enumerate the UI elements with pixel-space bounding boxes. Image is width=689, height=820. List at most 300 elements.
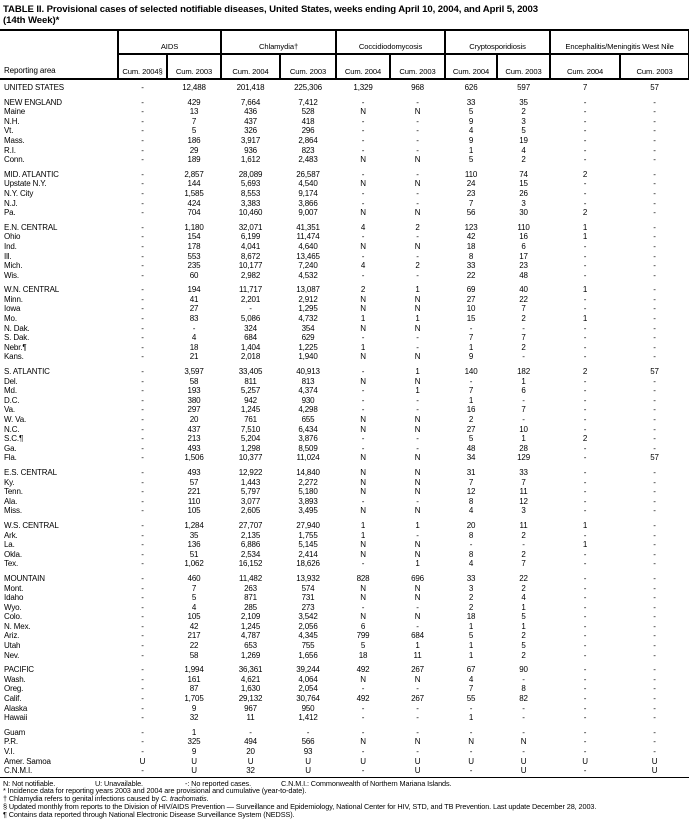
value-cell: -	[653, 251, 656, 261]
value-cell: 684	[244, 333, 257, 343]
value-cell: 3,542	[298, 612, 318, 622]
value-cell: 2,605	[240, 506, 261, 516]
column-subheader: Cum. 2004§	[118, 54, 167, 79]
value-cell: -	[583, 694, 587, 704]
reporting-area-cell: Wash.	[4, 674, 26, 684]
value-cell: -	[416, 727, 419, 737]
value-cell: 35	[519, 97, 528, 107]
reporting-area-cell: Hawaii	[4, 713, 28, 723]
value-cell: -	[522, 415, 525, 424]
value-cell: 28,089	[238, 169, 263, 179]
reporting-area-cell: Va.	[4, 405, 15, 415]
table-row	[0, 497, 689, 507]
value-cell: 1,329	[353, 83, 373, 92]
value-cell: 2	[582, 169, 588, 179]
value-cell: 60	[189, 270, 199, 280]
value-cell: 460	[187, 573, 201, 583]
value-cell: N	[360, 352, 366, 362]
value-cell: -	[141, 727, 144, 737]
value-cell: 4	[191, 602, 197, 612]
value-cell: -	[653, 415, 656, 424]
reporting-area-cell: N.C.	[4, 424, 20, 434]
value-cell: 4,374	[298, 386, 318, 396]
value-cell: 194	[187, 285, 201, 295]
value-cell: -	[416, 188, 419, 198]
value-cell: 1	[521, 434, 526, 444]
value-cell: 7	[521, 405, 526, 415]
reporting-area-cell: E.S. CENTRAL	[4, 467, 57, 477]
value-cell: -	[583, 179, 587, 189]
value-cell: -	[583, 593, 587, 603]
column-subheader: Cum. 2003	[620, 54, 689, 79]
value-cell: 34	[466, 453, 476, 463]
value-cell: 2	[521, 549, 526, 559]
value-cell: 2	[582, 208, 588, 218]
value-cell: -	[522, 674, 525, 684]
value-cell: -	[550, 766, 620, 777]
value-cell: 5	[191, 126, 197, 136]
value-cell: -	[141, 540, 144, 550]
value-cell: -	[653, 376, 656, 386]
table-row	[0, 208, 689, 218]
value-cell: 28	[519, 443, 528, 453]
value-cell: 2,201	[240, 294, 261, 304]
table-row	[0, 747, 689, 757]
value-cell: 285	[244, 602, 257, 612]
value-cell: 2,414	[298, 549, 318, 559]
value-cell: -	[361, 713, 365, 723]
value-cell: -	[653, 487, 656, 497]
value-cell: -	[522, 323, 525, 333]
value-cell: 4	[360, 222, 366, 232]
value-cell: 58	[189, 650, 199, 660]
value-cell: 684	[411, 631, 424, 641]
value-cell: 2,534	[240, 549, 261, 559]
table-row	[0, 415, 689, 425]
reporting-area-cell: La.	[4, 540, 15, 550]
reporting-area-cell: PACIFIC	[4, 665, 34, 675]
value-cell: 22	[519, 294, 528, 304]
value-cell: -	[141, 415, 144, 424]
value-cell: -	[583, 395, 587, 405]
value-cell: 7,510	[240, 424, 261, 434]
value-cell: 9,174	[298, 188, 318, 198]
value-cell: -	[469, 540, 473, 550]
value-cell: 6	[521, 386, 526, 396]
value-cell: -	[416, 405, 419, 415]
value-cell: -	[141, 188, 144, 198]
value-cell: 1,630	[240, 684, 261, 694]
column-group-chlamydia: Chlamydia†	[221, 30, 336, 54]
value-cell: 16,152	[238, 559, 263, 569]
value-cell: U	[390, 766, 445, 777]
value-cell: 1	[415, 559, 420, 569]
value-cell: -	[583, 674, 587, 684]
value-cell: 110	[187, 496, 201, 506]
value-cell: 3,876	[298, 434, 318, 444]
value-cell: 1	[415, 367, 420, 377]
value-cell: 1,062	[184, 559, 204, 569]
value-cell: 1,245	[240, 621, 261, 631]
reporting-area-cell: N.Y. City	[4, 188, 34, 198]
value-cell: -	[583, 376, 587, 386]
value-cell: 823	[301, 145, 315, 155]
value-cell: -	[653, 285, 656, 295]
value-cell: 2	[582, 434, 588, 444]
value-cell: N	[360, 208, 366, 218]
value-cell: -	[653, 496, 656, 506]
value-cell: -	[583, 747, 587, 756]
value-cell: 930	[301, 395, 315, 405]
value-cell: 5	[191, 593, 197, 603]
table-row	[0, 271, 689, 281]
value-cell: -	[653, 395, 656, 405]
value-cell: 32	[221, 766, 280, 777]
value-cell: 811	[244, 376, 257, 386]
value-cell: 437	[187, 424, 201, 434]
column-subheader: Cum. 2003	[280, 54, 336, 79]
value-cell: 626	[464, 83, 478, 92]
value-cell: 1,225	[298, 342, 318, 352]
value-cell: N	[414, 583, 421, 593]
value-cell: 2	[521, 530, 526, 540]
value-cell: 1	[468, 713, 474, 723]
value-cell: 48	[466, 443, 476, 453]
value-cell: 1,180	[184, 222, 204, 232]
value-cell: 21	[189, 352, 199, 362]
value-cell: 528	[301, 107, 315, 117]
value-cell: -	[361, 559, 365, 569]
reporting-area-cell: P.R.	[4, 737, 18, 747]
value-cell: 5	[468, 631, 474, 641]
value-cell: 4	[468, 126, 474, 136]
value-cell: -	[583, 405, 587, 415]
table-row	[0, 179, 689, 189]
reporting-area-cell: Colo.	[4, 612, 22, 622]
value-cell: 1,506	[184, 453, 204, 463]
table-row	[0, 622, 689, 632]
value-cell: 144	[187, 179, 201, 189]
value-cell: 69	[466, 285, 476, 295]
reporting-area-cell: MID. ATLANTIC	[4, 169, 59, 179]
value-cell: N	[360, 487, 366, 497]
table-row	[0, 675, 689, 685]
table-row	[0, 641, 689, 651]
table-row	[0, 252, 689, 262]
reporting-area-cell: Tex.	[4, 559, 19, 569]
value-cell: 436	[244, 107, 257, 117]
value-cell: 57	[650, 83, 659, 92]
value-cell: 1	[468, 145, 474, 155]
value-cell: 48	[519, 270, 528, 280]
value-cell: U	[247, 756, 254, 766]
value-cell: 7	[521, 477, 526, 487]
value-cell: N	[360, 506, 366, 516]
value-cell: 217	[187, 631, 201, 641]
table-row	[0, 559, 689, 569]
value-cell: 437	[244, 116, 257, 126]
value-cell: N	[360, 424, 366, 434]
value-cell: 33	[519, 467, 528, 477]
reporting-area-cell: N.H.	[4, 116, 20, 126]
value-cell: 326	[244, 126, 257, 136]
value-cell: 5	[360, 641, 366, 651]
value-cell: -	[653, 727, 656, 737]
value-cell: 1	[521, 602, 526, 612]
value-cell: 6,199	[240, 232, 261, 242]
table-row	[0, 434, 689, 444]
value-cell: 1,284	[184, 520, 204, 530]
value-cell: 2	[468, 415, 474, 424]
value-cell: 4,787	[240, 631, 261, 641]
value-cell: -	[583, 342, 587, 352]
value-cell: 1	[415, 285, 420, 295]
table-row	[0, 377, 689, 387]
value-cell: -	[416, 198, 419, 208]
value-cell: 29,132	[238, 694, 263, 704]
value-cell: -	[653, 198, 656, 208]
value-cell: 5	[468, 107, 474, 117]
reporting-area-cell: Ga.	[4, 443, 17, 453]
value-cell: -	[141, 261, 144, 271]
value-cell: -	[141, 631, 144, 641]
footnotes	[0, 778, 689, 819]
table-row	[0, 352, 689, 362]
value-cell: 35	[189, 530, 199, 540]
reporting-area-cell: Mass.	[4, 135, 25, 145]
value-cell: 1	[582, 232, 588, 242]
value-cell: -	[416, 145, 419, 155]
value-cell: 4,298	[298, 405, 318, 415]
value-cell: -	[141, 232, 144, 242]
value-cell: U	[497, 766, 550, 777]
value-cell: -	[583, 424, 587, 434]
value-cell: 29	[189, 145, 199, 155]
value-cell: 74	[519, 169, 528, 179]
value-cell: U	[651, 756, 658, 766]
value-cell: 32,071	[238, 222, 263, 232]
value-cell: 36,361	[238, 665, 263, 675]
value-cell: 5,180	[298, 487, 318, 497]
value-cell: 1	[468, 650, 474, 660]
value-cell: -	[653, 294, 656, 304]
value-cell: -	[416, 434, 419, 444]
value-cell: 3,495	[298, 506, 318, 516]
reporting-area-cell: W.N. CENTRAL	[4, 285, 60, 295]
value-cell: -	[653, 737, 656, 747]
reporting-area-cell: Mont.	[4, 583, 24, 593]
value-cell: U	[468, 756, 474, 766]
value-cell: 493	[187, 467, 201, 477]
reporting-area-cell: Nev.	[4, 650, 20, 660]
reporting-area-cell: Miss.	[4, 506, 22, 516]
reporting-area-cell: Wyo.	[4, 602, 22, 612]
value-cell: -	[653, 116, 656, 126]
value-cell: 828	[356, 573, 370, 583]
value-cell: -	[141, 395, 144, 405]
value-cell: -	[361, 188, 365, 198]
value-cell: -	[653, 694, 656, 704]
value-cell: 123	[464, 222, 478, 232]
value-cell: N	[414, 352, 421, 362]
value-cell: -	[522, 727, 525, 737]
value-cell: -	[141, 251, 144, 261]
table-row	[0, 463, 689, 478]
reporting-area-cell: W. Va.	[4, 415, 27, 424]
value-cell: -	[141, 602, 144, 612]
value-cell: -	[583, 650, 587, 660]
reporting-area-cell: Mo.	[4, 314, 17, 324]
value-cell: -	[361, 333, 365, 343]
value-cell: -	[141, 222, 144, 232]
value-cell: 20	[246, 747, 255, 756]
value-cell: N	[414, 376, 421, 386]
value-cell: N	[414, 107, 421, 117]
column-subheader: Cum. 2003	[390, 54, 445, 79]
value-cell: 6,886	[240, 540, 261, 550]
reporting-area-cell: Wis.	[4, 270, 19, 280]
value-cell: 761	[244, 415, 257, 424]
value-cell: 15	[519, 179, 528, 189]
value-cell: -	[469, 747, 473, 756]
value-cell: 1,412	[298, 713, 318, 723]
notifiable-diseases-table	[0, 29, 689, 778]
value-cell: -	[653, 155, 656, 165]
reporting-area-cell: S.C.¶	[4, 434, 24, 444]
value-cell: -	[653, 386, 656, 396]
value-cell: 7	[468, 198, 474, 208]
table-row	[0, 218, 689, 233]
value-cell: 1	[468, 342, 474, 352]
value-cell: N	[414, 506, 421, 516]
value-cell: -	[583, 737, 587, 747]
value-cell: -	[653, 506, 656, 516]
value-cell: 653	[244, 641, 257, 651]
group-header-row	[0, 30, 689, 54]
value-cell: -	[583, 467, 587, 477]
value-cell: 4	[468, 674, 474, 684]
value-cell: -	[361, 232, 365, 242]
value-cell: 1	[582, 314, 588, 324]
value-cell: -	[361, 251, 365, 261]
value-cell: 40	[519, 285, 528, 295]
table-row	[0, 631, 689, 641]
value-cell: 1	[468, 395, 474, 405]
value-cell: 4,064	[298, 674, 318, 684]
value-cell: 1	[360, 530, 366, 540]
value-cell: 1	[582, 520, 588, 530]
reporting-area-cell: N. Dak.	[4, 323, 30, 333]
value-cell: -	[416, 135, 419, 145]
column-subheader: Cum. 2003	[167, 54, 221, 79]
table-row	[0, 242, 689, 252]
value-cell: -	[653, 270, 656, 280]
value-cell: 9	[468, 116, 474, 126]
value-cell: 7	[521, 304, 526, 314]
value-cell: 221	[187, 487, 201, 497]
value-cell: -	[361, 97, 365, 107]
value-cell: -	[445, 766, 497, 777]
value-cell: 4	[191, 333, 197, 343]
value-cell: 813	[301, 376, 315, 386]
value-cell: -	[583, 559, 587, 569]
value-cell: -	[583, 126, 587, 136]
value-cell: 2	[521, 583, 526, 593]
value-cell: 9	[191, 703, 197, 713]
column-group-coccidiodomycosis: Coccidiodomycosis	[336, 30, 445, 54]
value-cell: N	[360, 241, 366, 251]
table-row	[0, 107, 689, 117]
table-row	[0, 684, 689, 694]
value-cell: -	[583, 713, 587, 723]
value-cell: -	[141, 107, 144, 117]
value-cell: 58	[189, 376, 199, 386]
value-cell: -	[361, 145, 365, 155]
value-cell: -	[522, 747, 525, 756]
value-cell: -	[653, 540, 656, 550]
value-cell: 23	[466, 188, 476, 198]
table-row	[0, 444, 689, 454]
value-cell: -	[653, 342, 656, 352]
value-cell: 90	[519, 665, 528, 675]
value-cell: -	[416, 443, 419, 453]
value-cell: -	[653, 602, 656, 612]
value-cell: 3,597	[184, 367, 204, 377]
value-cell: -	[361, 443, 365, 453]
value-cell: 27,940	[296, 520, 320, 530]
value-cell: N	[360, 453, 366, 463]
table-row	[0, 386, 689, 396]
value-cell: -	[141, 145, 144, 155]
value-cell: 273	[301, 602, 315, 612]
value-cell: -	[361, 198, 365, 208]
value-cell: 9,007	[298, 208, 318, 218]
value-cell: -	[141, 135, 144, 145]
value-cell: 40,913	[296, 367, 320, 377]
value-cell: 225,306	[294, 83, 322, 92]
value-cell: 755	[301, 641, 315, 651]
footnote-dagger-species: C. trachomatis	[160, 794, 207, 804]
reporting-area-cell: Minn.	[4, 294, 23, 304]
value-cell: N	[360, 155, 366, 165]
value-cell: 871	[244, 593, 257, 603]
value-cell: U	[620, 766, 689, 777]
value-cell: -	[361, 405, 365, 415]
value-cell: 2	[415, 261, 420, 271]
value-cell: 30	[519, 208, 528, 218]
value-cell: 8	[521, 684, 526, 694]
value-cell: N	[414, 487, 421, 497]
value-cell: 566	[301, 737, 315, 747]
value-cell: 354	[301, 323, 315, 333]
value-cell: -	[583, 333, 587, 343]
value-cell: 1,705	[184, 694, 204, 704]
value-cell: -	[653, 559, 656, 569]
table-row	[0, 396, 689, 406]
value-cell: 8	[468, 530, 474, 540]
value-cell: -	[416, 116, 419, 126]
value-cell: 12,488	[182, 83, 206, 92]
value-cell: 110	[517, 222, 530, 232]
value-cell: -	[361, 684, 365, 694]
value-cell: 41,351	[296, 222, 320, 232]
value-cell: -	[141, 285, 144, 295]
value-cell: -	[141, 270, 144, 280]
value-cell: -	[583, 145, 587, 155]
value-cell: 14,840	[296, 467, 320, 477]
value-cell: 936	[244, 145, 257, 155]
value-cell: 1	[468, 621, 474, 631]
